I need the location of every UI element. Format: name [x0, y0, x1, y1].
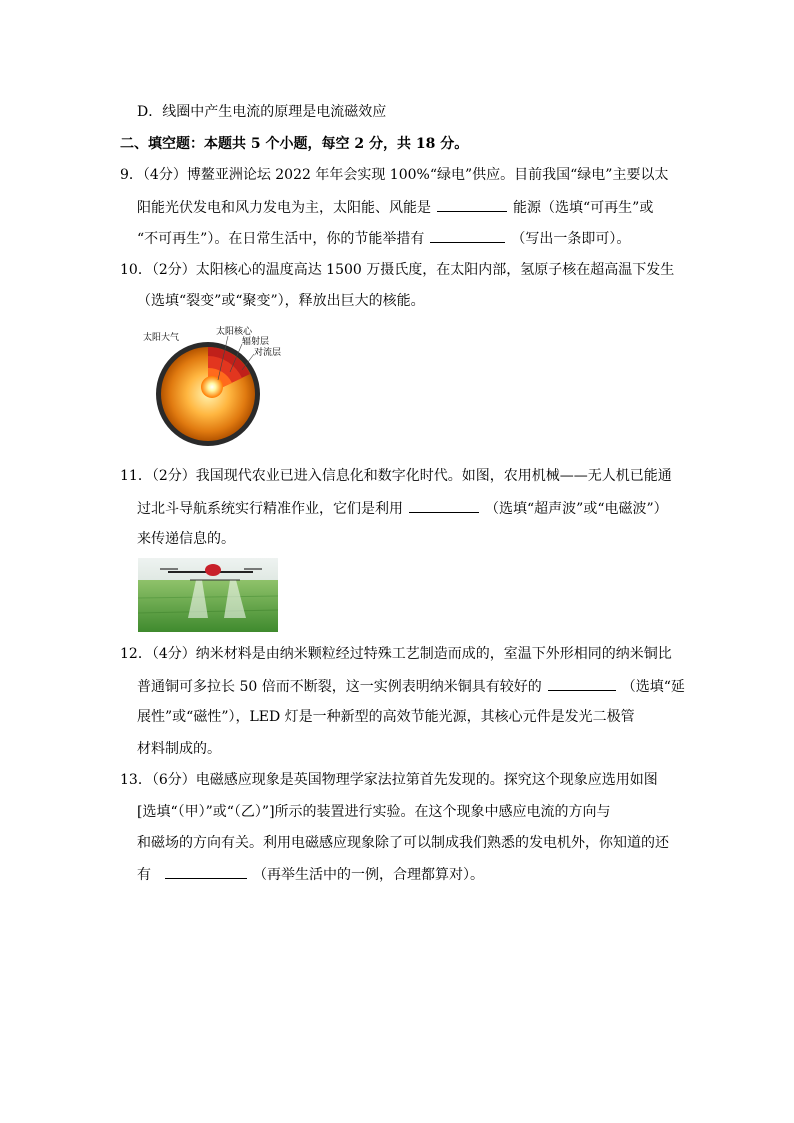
q9-answer-blank-1[interactable]: [437, 197, 507, 212]
sun-core: [201, 376, 223, 398]
q12-line2: [137, 676, 685, 697]
q9-line3-a: “不可再生”）。在日常生活中，你的节能举措有: [137, 231, 425, 247]
q12-line2-b: （选填“延: [621, 679, 685, 695]
drone-tank: [205, 564, 221, 576]
q13-line2: [选填“（甲）”或“（乙）”]所示的装置进行实验。在这个现象中感应电流的方向与: [137, 804, 611, 820]
drone-field-image: [138, 558, 278, 632]
q13-line3: 和磁场的方向有关。利用电磁感应现象除了可以制成我们熟悉的发电机外，你知道的还: [137, 835, 669, 851]
section-title: 二、填空题：本题共 5 个小题，每空 2 分，共 18 分。: [120, 136, 469, 152]
option-d: D．线圈中产生电流的原理是电流磁效应: [137, 104, 387, 120]
q13-answer-blank[interactable]: [165, 864, 247, 879]
q10-line2: （选填“裂变”或“聚变”），释放出巨大的核能。: [137, 293, 425, 309]
q11-line2-b: （选填“超声波”或“电磁波”）: [485, 501, 668, 517]
q9-line2-b: 能源（选填“可再生”或: [513, 200, 654, 216]
q12-line2-a: 普通铜可多拉长 50 倍而不断裂，这一实例表明纳米铜具有较好的: [137, 679, 542, 695]
q12-line3: 展性”或“磁性”），LED 灯是一种新型的高效节能光源，其核心元件是发光二极管: [137, 709, 635, 725]
label-radiative: 辐射层: [242, 337, 270, 347]
drone-photo: [138, 558, 278, 632]
field: [138, 580, 278, 632]
q13-line1: 13．（6分）电磁感应现象是英国物理学家法拉第首先发现的。探究这个现象应选用如图: [120, 772, 658, 788]
label-core: 太阳核心: [216, 327, 253, 337]
label-convective: 对流层: [254, 348, 282, 358]
label-atmosphere: 太阳大气: [143, 333, 180, 343]
q11-line2: [137, 498, 668, 519]
q9-line1: 9．（4分）博鳌亚洲论坛 2022 年年会实现 100%“绿电”供应。目前我国“绿电”主要以太: [120, 167, 669, 183]
q13-line4: [137, 864, 484, 885]
q9-answer-blank-2[interactable]: [430, 228, 505, 243]
q9-line2: [137, 197, 653, 218]
q11-answer-blank[interactable]: [409, 498, 479, 513]
q10-line1: 10．（2分）太阳核心的温度高达 1500 万摄氏度，在太阳内部，氢原子核在超高温下发生: [120, 262, 675, 278]
q9-line3-b: （写出一条即可）。: [511, 231, 631, 247]
q12-answer-blank[interactable]: [548, 676, 616, 691]
q13-line4-b: （再举生活中的一例，合理都算对）。: [253, 867, 484, 883]
q12-line4: 材料制成的。: [137, 741, 221, 757]
q11-line2-a: 过北斗导航系统实行精准作业，它们是利用: [137, 501, 403, 517]
q9-line2-a: 阳能光伏发电和风力发电为主，太阳能、风能是: [137, 200, 431, 216]
sun-structure-figure: [138, 322, 288, 447]
q11-line3: 来传递信息的。: [137, 531, 235, 547]
q13-line4-a: 有: [137, 867, 151, 883]
q12-line1: 12．（4分）纳米材料是由纳米颗粒经过特殊工艺制造而成的，室温下外形相同的纳米铜比: [120, 646, 672, 662]
q9-line3: [137, 228, 630, 249]
q11-line1: 11．（2分）我国现代农业已进入信息化和数字化时代。如图，农用机械——无人机已能通: [120, 468, 672, 484]
